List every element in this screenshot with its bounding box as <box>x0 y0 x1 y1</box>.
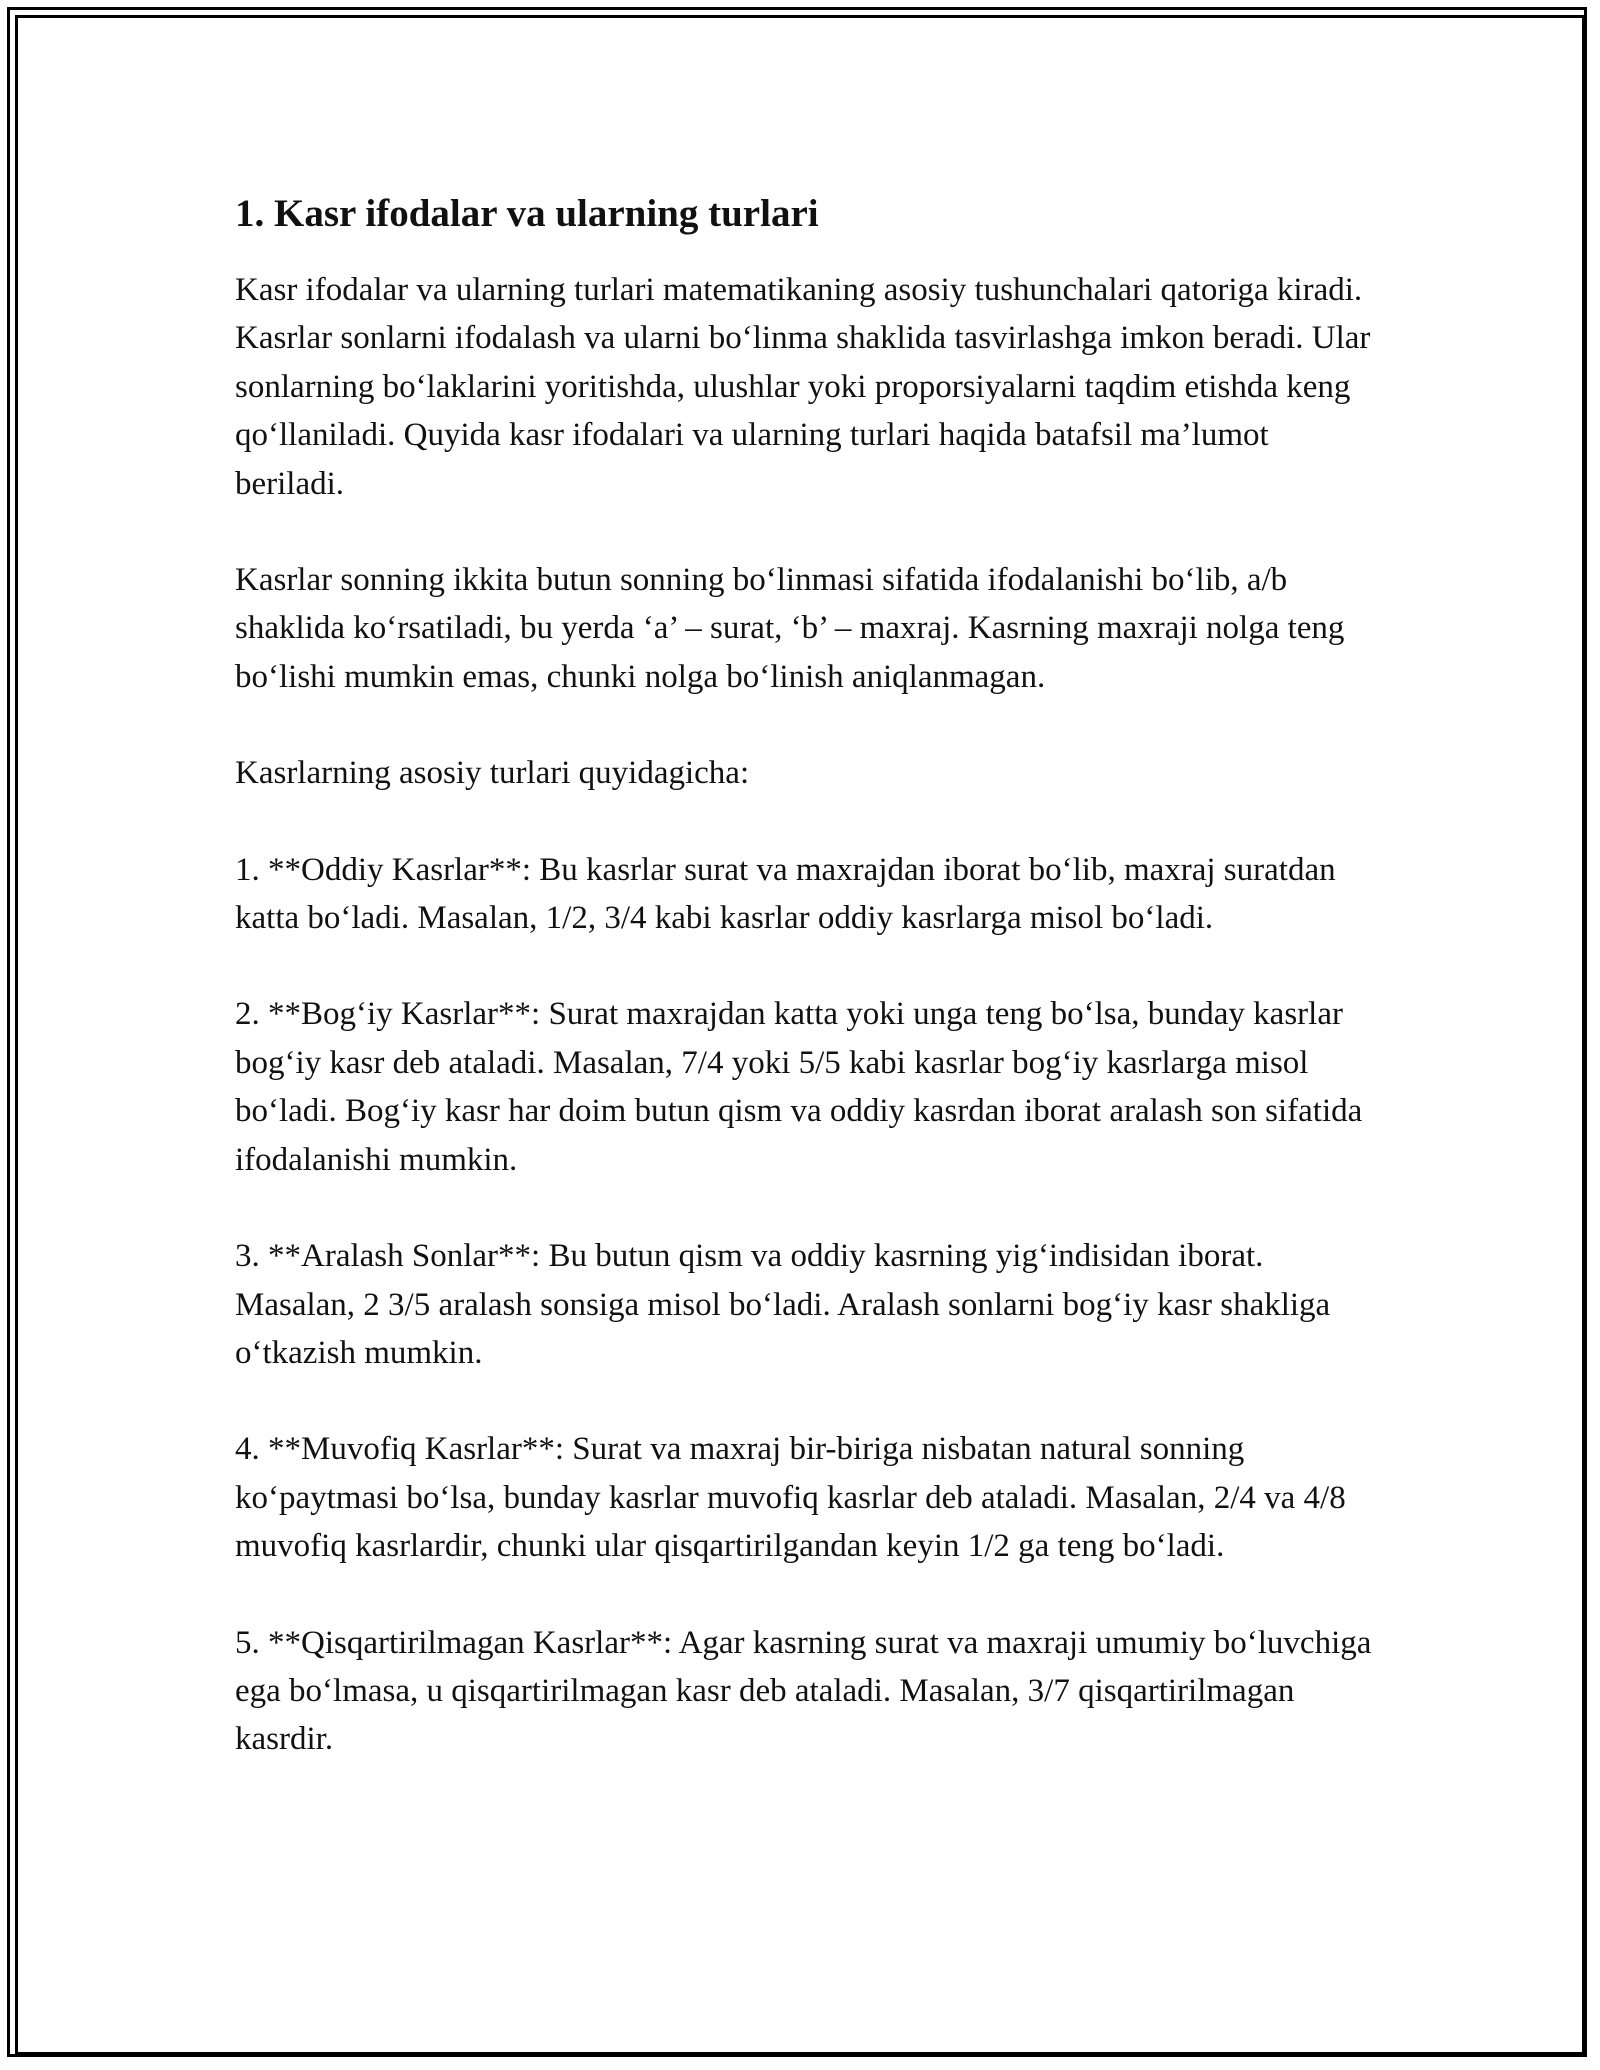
types-intro-paragraph: Kasrlarning asosiy turlari quyidagicha: <box>235 755 750 792</box>
definition-paragraph: Kasrlar sonning ikkita butun sonning bo‘linmasi sifatida ifodalanishi bo‘lib, a/b shaklida ko‘rsatiladi, bu yerda ‘a’ – surat, ‘b’ – maxraj. Kasrning maxraji nolga teng bo‘lishi mumkin emas, chunki nolga bo‘linish aniqlanmagan. <box>235 562 1345 695</box>
document-body <box>235 190 1375 1812</box>
list-item-bogiy-kasrlar: 2. **Bog‘iy Kasrlar**: Surat maxrajdan katta yoki unga teng bo‘lsa, bunday kasrlar bog‘iy kasr deb ataladi. Masalan, 7/4 yoki 5/5 kabi kasrlar bog‘iy kasrlarga misol bo‘ladi. Bog‘iy kasr har doim butun qism va oddiy kasrdan iborat aralash son sifatida ifodalanishi mumkin. <box>235 996 1363 1178</box>
list-item-qisqartirilmagan-kasrlar: 5. **Qisqartirilmagan Kasrlar**: Agar kasrning surat va maxraji umumiy bo‘luvchiga ega bo‘lmasa, u qisqartirilmagan kasr deb ataladi. Masalan, 3/7 qisqartirilmagan kasrdir. <box>235 1624 1372 1758</box>
list-item-oddiy-kasrlar: 1. **Oddiy Kasrlar**: Bu kasrlar surat va maxrajdan iborat bo‘lib, maxraj suratdan katta bo‘ladi. Masalan, 1/2, 3/4 kabi kasrlar oddiy kasrlarga misol bo‘ladi. <box>235 851 1336 937</box>
list-item-muvofiq-kasrlar: 4. **Muvofiq Kasrlar**: Surat va maxraj bir-biriga nisbatan natural sonning ko‘paytmasi bo‘lsa, bunday kasrlar muvofiq kasrlar deb ataladi. Masalan, 2/4 va 4/8 muvofiq kasrlardir, chunki ular qisqartirilgandan keyin 1/2 ga teng bo‘ladi. <box>235 1431 1346 1565</box>
intro-paragraph: Kasr ifodalar va ularning turlari matematikaning asosiy tushunchalari qatoriga kiradi. Kasrlar sonlarni ifodalash va ularni bo‘linma shaklida tasvirlashga imkon beradi. Ular sonlarning bo‘laklarini yoritishda, ulushlar yoki proporsiyalarni taqdim etishda keng qo‘llaniladi. Quyida kasr ifodalari va ularning turlari haqida batafsil ma’lumot beriladi. <box>235 272 1371 502</box>
section-heading: 1. Kasr ifodalar va ularning turlari <box>235 192 819 235</box>
list-item-aralash-sonlar: 3. **Aralash Sonlar**: Bu butun qism va oddiy kasrning yig‘indisidan iborat. Masalan, 2 3/5 aralash sonsiga misol bo‘ladi. Aralash sonlarni bog‘iy kasr shakliga o‘tkazish mumkin. <box>235 1238 1331 1371</box>
